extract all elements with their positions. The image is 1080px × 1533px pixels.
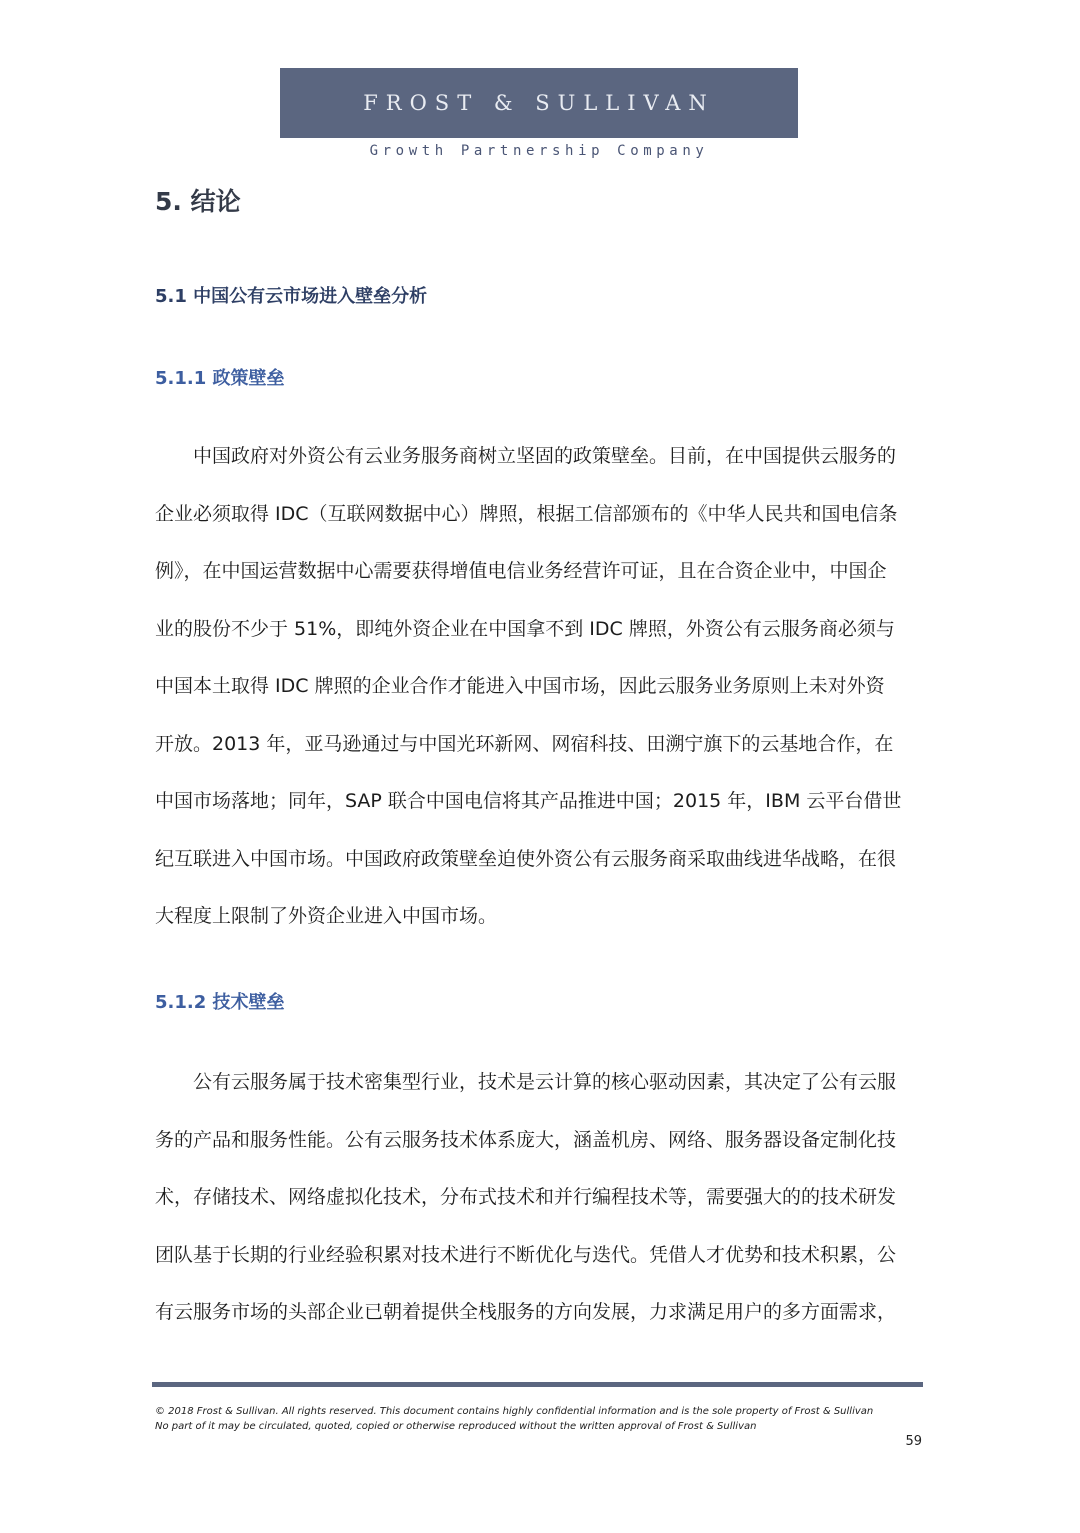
section-title: 5. 结论 (155, 187, 241, 216)
policy-barrier-paragraph (155, 428, 905, 946)
paragraph-line: 企业必须取得 IDC（互联网数据中心）牌照，根据工信部颁布的《中华人民共和国电信条 (155, 502, 898, 525)
paragraph-line: 务的产品和服务性能。公有云服务技术体系庞大，涵盖机房、网络、服务器设备定制化技 (155, 1128, 897, 1151)
paragraph-line: 开放。2013 年，亚马逊通过与中国光环新网、网宿科技、田溯宁旗下的云基地合作，在 (155, 732, 894, 755)
paragraph-line: 大程度上限制了外资企业进入中国市场。 (155, 905, 498, 927)
brand-logo (280, 68, 798, 138)
logo-text: FROST & SULLIVAN (363, 91, 715, 115)
paragraph-line: 术，存储技术、网络虚拟化技术，分布式技术和并行编程技术等，需要强大的的技术研发 (155, 1186, 897, 1208)
paragraph-line: 纪互联进入中国市场。中国政府政策壁垒迫使外资公有云服务商采取曲线进华战略，在很 (155, 847, 897, 870)
paragraph-line: 有云服务市场的头部企业已朝着提供全栈服务的方向发展，力求满足用户的多方面需求， (155, 1301, 897, 1323)
logo-tagline: Growth Partnership Company (369, 143, 709, 159)
paragraph-line: 中国政府对外资公有云业务服务商树立坚固的政策壁垒。目前，在中国提供云服务的 (193, 445, 897, 467)
paragraph-line: 中国市场落地；同年，SAP 联合中国电信将其产品推进中国；2015 年，IBM 云平台借世 (155, 790, 902, 812)
copyright-line: No part of it may be circulated, quoted, copied or otherwise reproduced without the written approval of Frost & Sullivan (155, 1421, 757, 1432)
copyright-notice (155, 1404, 873, 1434)
copyright-line: © 2018 Frost & Sullivan. All rights reserved. This document contains highly confidential information and is the sole property of Frost & Sullivan (155, 1406, 874, 1417)
paragraph-line: 中国本土取得 IDC 牌照的企业合作才能进入中国市场，因此云服务业务原则上未对外资 (155, 675, 885, 697)
paragraph-line: 例》，在中国运营数据中心需要获得增值电信业务经营许可证，且在合资企业中，中国企 (155, 560, 887, 582)
page-number: 59 (905, 1434, 922, 1449)
footer-divider (152, 1382, 923, 1387)
technology-barrier-paragraph (155, 1054, 905, 1342)
paragraph-line: 业的股份不少于 51%，即纯外资企业在中国拿不到 IDC 牌照，外资公有云服务商必须与 (155, 617, 895, 640)
policy-barrier-heading: 5.1.1 政策壁垒 (155, 368, 285, 389)
subsection-title: 5.1 中国公有云市场进入壁垒分析 (155, 286, 428, 307)
paragraph-line: 公有云服务属于技术密集型行业，技术是云计算的核心驱动因素，其决定了公有云服 (193, 1071, 897, 1093)
paragraph-line: 团队基于长期的行业经验积累对技术进行不断优化与迭代。凭借人才优势和技术积累，公 (155, 1243, 897, 1266)
technology-barrier-heading: 5.1.2 技术壁垒 (155, 992, 285, 1013)
